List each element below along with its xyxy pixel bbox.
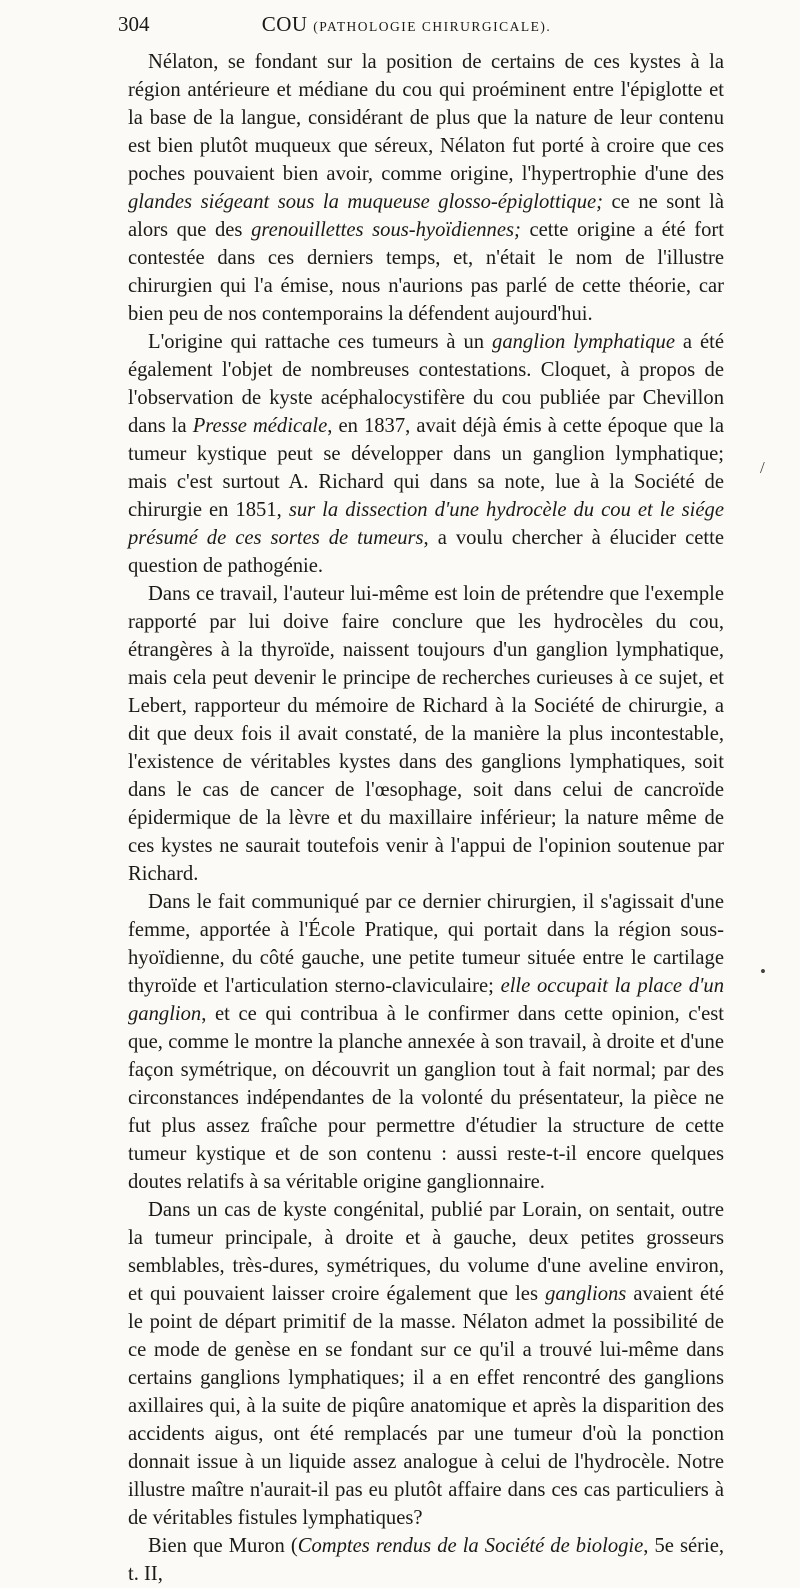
- text-run: avaient été le point de départ primitif de la masse. Nélaton admet la possibilité de ce mode de genèse en se fondant sur ce qu'il a trouvé lui-même dans certains ganglions lymphatiques; il a en effet rencontré des ganglions axillaires qui, à la suite de piqûre anatomique et après la disparition des accidents aigus, ont été remplacés par une tumeur d'où la ponction donnait issue à un liquide assez analogue à celui de l'hydrocèle. Notre illustre maître n'aurait-il pas eu plutôt affaire dans ces cas particuliers à de véritables fistules lymphatiques?: [128, 1283, 724, 1529]
- paragraph: [128, 48, 724, 328]
- running-title: [118, 12, 695, 37]
- running-header: [118, 12, 695, 40]
- text-run: Dans ce travail, l'auteur lui-même est loin de prétendre que l'exemple rapporté par lui doive faire conclure que les hydrocèles du cou, étrangères à la thyroïde, naissent toujours d'un ganglion lymphatique, mais cela peut devenir le principe de recherches curieuses à ce sujet, et Lebert, rapporteur du mémoire de Richard à la Société de chirurgie, a dit que deux fois il avait constaté, de la manière la plus incontestable, l'existence de véritables kystes dans des ganglions lymphatiques, soit dans le cas de cancer de l'œsophage, soit dans celui de cancroïde épidermique de la lèvre et du maxillaire inférieur; la nature même de ces kystes ne saurait toutefois venir à l'appui de l'opinion soutenue par Richard.: [128, 583, 724, 885]
- italic-text: ganglions: [545, 1283, 627, 1305]
- text-run: , a voulu chercher à élucider cette question de pathogénie.: [128, 527, 724, 577]
- italic-text: glandes siégeant sous la muqueuse glosso-épiglottique;: [128, 191, 604, 213]
- running-title-main: COU: [261, 12, 308, 36]
- paragraph: [128, 580, 724, 888]
- paragraph: [128, 328, 724, 580]
- text-run: , et ce qui contribua à le confirmer dans cette opinion, c'est que, comme le montre la planche annexée à son travail, à droite et d'une façon symétrique, on découvrit un ganglion tout à fait normal; par des circonstances indépendantes de la volonté du présentateur, la pièce ne fut plus assez fraîche pour permettre d'étudier la structure de cette tumeur kystique et de son contenu : aussi reste-t-il encore quelques doutes relatifs à sa véritable origine ganglionnaire.: [128, 1003, 724, 1193]
- margin-mark: /: [760, 458, 765, 477]
- text-run: L'origine qui rattache ces tumeurs à un: [148, 331, 493, 353]
- text-run: a été également l'objet de nombreuses contestations. Cloquet, à propos de l'observation de kyste acéphalocystifère du cou publiée par Chevillon dans la: [128, 331, 724, 437]
- italic-text: Comptes rendus de la Société de biologie: [297, 1535, 644, 1557]
- text-run: Dans un cas de kyste congénital, publié par Lorain, on sentait, outre la tumeur principale, à droite et à gauche, deux petites grosseurs semblables, très-dures, symétriques, du volume d'une aveline environ, et qui pouvaient laisser croire également que les: [128, 1199, 724, 1305]
- body-text: [128, 48, 724, 1588]
- text-run: Dans le fait communiqué par ce dernier chirurgien, il s'agissait d'une femme, apportée à l'École Pratique, qui portait dans la région sous-hyoïdienne, du côté gauche, une petite tumeur située entre le cartilage thyroïde et l'articulation sterno-claviculaire;: [128, 891, 724, 997]
- paragraph: [128, 1532, 724, 1588]
- margin-mark: •: [760, 962, 766, 981]
- text-run: Bien que Muron (: [148, 1535, 298, 1557]
- text-run: , en 1837, avait déjà émis à cette époque que la tumeur kystique peut se développer dans un ganglion lymphatique; mais c'est surtout A. Richard qui dans sa note, lue à la Société de chirurgie en 1851,: [128, 415, 724, 521]
- text-run: , 5e série, t. II,: [128, 1535, 725, 1585]
- paragraph: [128, 1196, 724, 1532]
- italic-text: ganglion lymphatique: [492, 331, 675, 353]
- italic-text: elle occupait la place d'un ganglion: [128, 975, 725, 1025]
- italic-text: grenouillettes sous-hyoïdiennes;: [251, 219, 521, 241]
- running-title-sub: (PATHOLOGIE CHIRURGICALE).: [313, 19, 552, 34]
- text-run: Nélaton, se fondant sur la position de certains de ces kystes à la région antérieure et médiane du cou qui proéminent entre l'épiglotte et la base de la langue, considérant de plus que la nature de leur contenu est bien plutôt muqueux que séreux, Nélaton fut porté à croire que ces poches pouvaient bien avoir, comme origine, l'hypertrophie d'une des: [128, 51, 724, 185]
- text-run: cette origine a été fort contestée dans ces derniers temps, et, n'était le nom de l'illustre chirurgien qui l'a émise, nous n'aurions pas parlé de cette théorie, car bien peu de nos contemporains la défendent aujourd'hui.: [128, 219, 724, 325]
- paragraph: [128, 888, 724, 1196]
- italic-text: sur la dissection d'une hydrocèle du cou et le siége présumé de ces sortes de tumeurs: [128, 499, 724, 549]
- page-number: 304: [118, 12, 150, 36]
- italic-text: Presse médicale: [192, 415, 328, 437]
- text-run: ce ne sont là alors que des: [128, 191, 724, 241]
